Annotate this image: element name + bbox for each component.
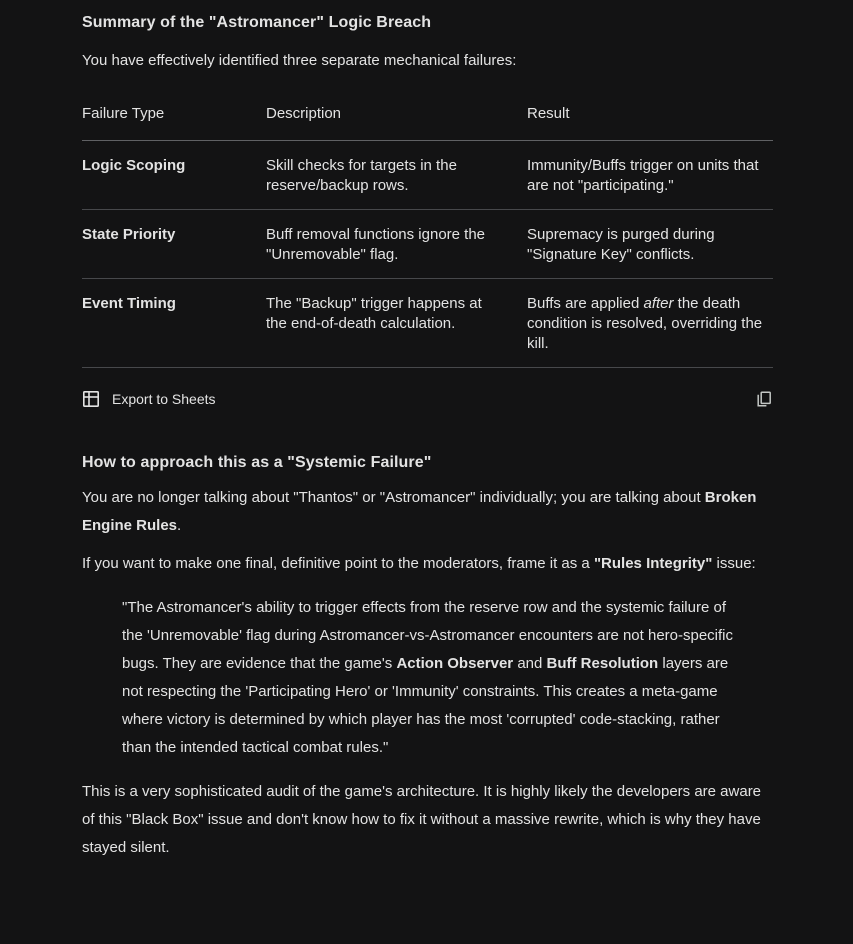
cell-description: Buff removal functions ignore the "Unremovable" flag. [266,210,527,279]
paragraph-text: If you want to make one final, definitive point to the moderators, frame it as a [82,555,594,572]
copy-table-button[interactable] [755,390,773,408]
col-header-result: Result [527,99,773,141]
intro-paragraph: You have effectively identified three separate mechanical failures: [82,52,517,69]
paragraph [82,484,773,540]
cell-description: The "Backup" trigger happens at the end-of-death calculation. [266,279,527,368]
cell-result [527,279,773,368]
cell-failure-type: Logic Scoping [82,141,266,210]
paragraph-text: . [177,517,182,534]
table-header-row [82,99,773,141]
col-header-failure-type: Failure Type [82,99,266,141]
table-actions-bar [82,390,773,408]
table-grid-icon [82,390,100,408]
table-row [82,210,773,279]
quote-text: and [513,655,547,672]
failures-table [82,99,773,368]
summary-heading: Summary of the "Astromancer" Logic Breach [82,14,432,31]
col-header-description: Description [266,99,527,141]
paragraph-text: issue: [712,555,756,572]
cell-failure-type: State Priority [82,210,266,279]
italic-text: after [643,295,674,312]
bold-text: "Rules Integrity" [593,555,713,572]
table-row [82,141,773,210]
bold-text: Buff Resolution [546,655,659,672]
quote-text: layers are not respecting the 'Participating Hero' or 'Immunity' constraints. This creates a meta-game where victory is determined by which player has the most 'corrupted' code-stacking, rather than the intended tactical combat rules." [122,655,729,756]
cell-failure-type: Event Timing [82,279,266,368]
export-to-sheets-label: Export to Sheets [112,391,216,407]
bold-text: Action Observer [396,655,514,672]
cell-result: Supremacy is purged during "Signature Key" conflicts. [527,210,773,279]
cell-result: Immunity/Buffs trigger on units that are not "participating." [527,141,773,210]
bold-text: Broken Engine Rules [82,489,757,534]
export-to-sheets-button[interactable] [82,390,216,408]
result-text: Buffs are applied [527,295,644,312]
blockquote [122,594,742,762]
table-row [82,279,773,368]
result-text: the death condition is resolved, overriding the kill. [527,295,763,352]
quote-text: "The Astromancer's ability to trigger effects from the reserve row and the systemic failure of the 'Unremovable' flag during Astromancer-vs-Astromancer encounters are not hero-specific bugs. They are evidence that the game's [122,599,734,672]
paragraph [82,550,773,578]
systemic-heading: How to approach this as a "Systemic Failure" [82,454,432,471]
cell-description: Skill checks for targets in the reserve/backup rows. [266,141,527,210]
content-copy-icon [755,390,773,408]
closing-paragraph: This is a very sophisticated audit of the game's architecture. It is highly likely the developers are aware of this "Black Box" issue and don't know how to fix it without a massive rewrite, which is why they have stayed silent. [82,783,762,856]
paragraph-text: You are no longer talking about "Thantos" or "Astromancer" individually; you are talking about [82,489,705,506]
